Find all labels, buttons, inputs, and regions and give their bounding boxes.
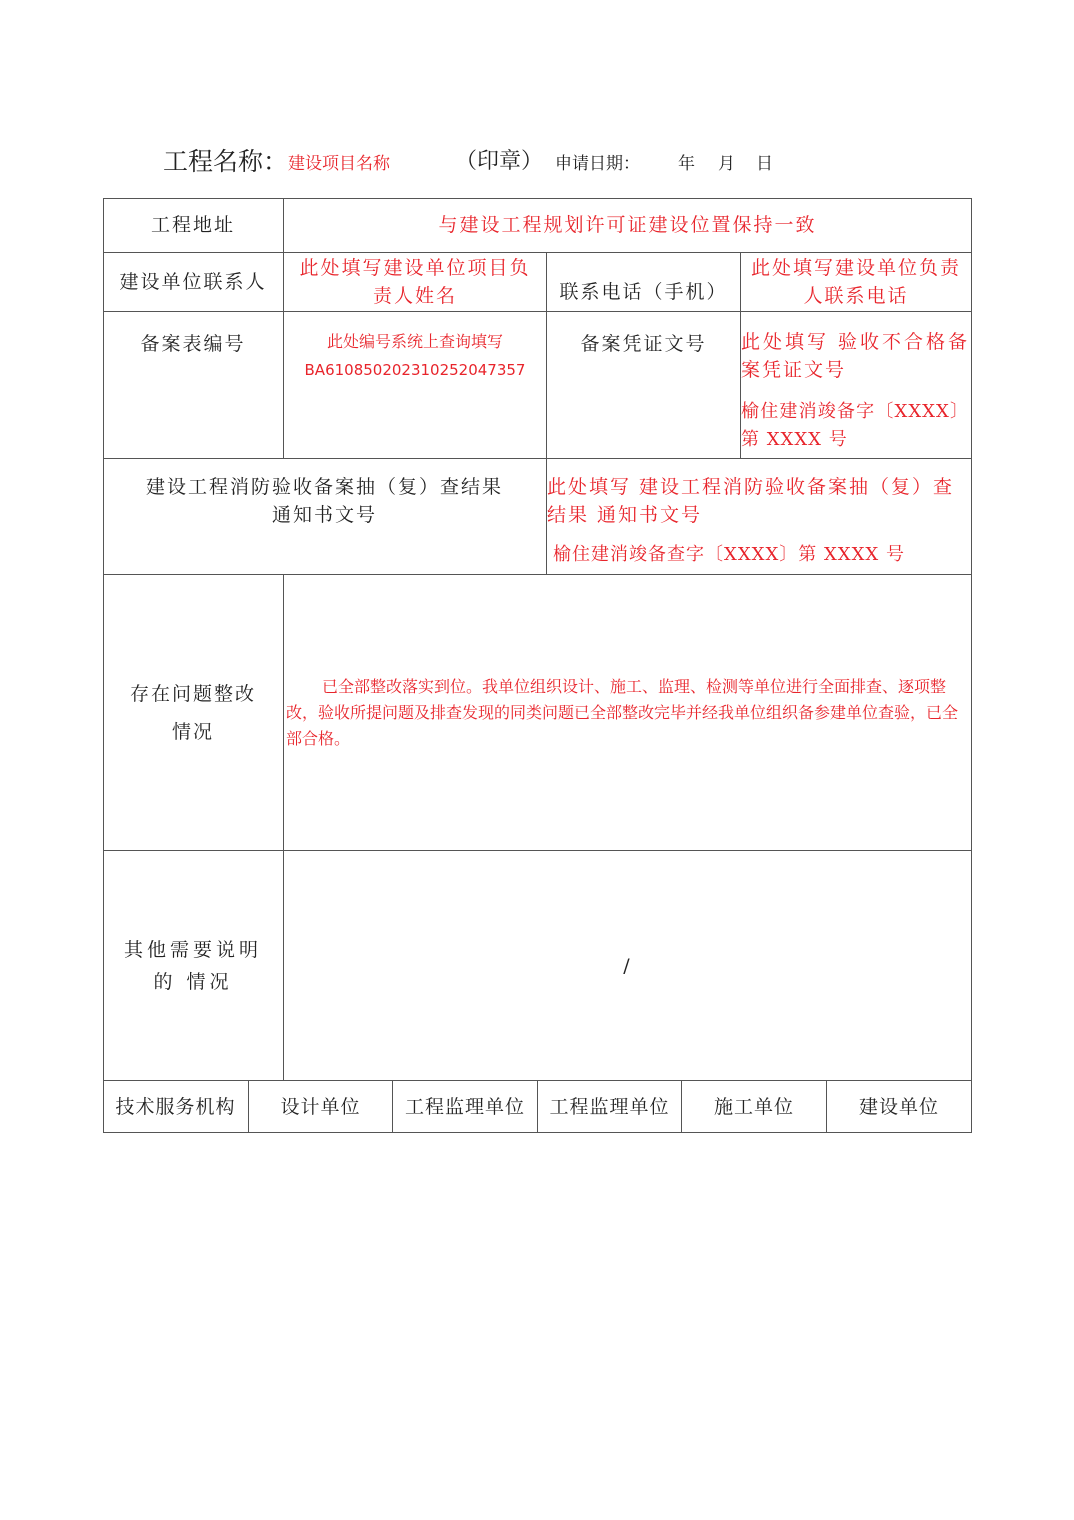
project-name-value: 建设项目名称 [288, 154, 390, 174]
signature-construction [682, 1081, 827, 1133]
apply-date-label: 申请日期： [555, 154, 640, 174]
cert-value-number: 榆住建消竣备字〔XXXX〕第 XXXX 号 [741, 401, 969, 450]
issues-value: 已全部整改落实到位。我单位组织设计、施工、监理、检测等单位进行全面排查、逐项整改，验收所提问题及排查发现的同类问题已全部整改完毕并经我单位组织备参建单位查验，已全部合格。 [286, 676, 959, 748]
phone-label: 联系电话（手机） [559, 281, 728, 303]
other-label: 其他需要说明的 情况 [123, 938, 262, 993]
signature-design [249, 1081, 393, 1133]
signature-owner [827, 1081, 972, 1133]
record-form-table [103, 198, 972, 1133]
check-value-cell[interactable] [547, 459, 972, 575]
signature-tech-service [103, 1081, 249, 1133]
issues-label: 存在问题整改情况 [129, 682, 256, 743]
address-value: 与建设工程规划许可证建设位置保持一致 [438, 214, 817, 236]
phone-value: 此处填写建设单位负责人联系电话 [750, 257, 961, 307]
signature-label: 设计单位 [280, 1095, 361, 1118]
other-value: / [623, 954, 632, 977]
check-label-cell [103, 459, 547, 575]
check-label: 建设工程消防验收备案抽（复）查结果 通知书文号 [145, 476, 503, 526]
signature-label: 技术服务机构 [115, 1095, 236, 1118]
record-no-label: 备案表编号 [140, 333, 246, 355]
issues-value-cell[interactable] [284, 575, 972, 851]
project-name-label: 工程名称： [163, 147, 289, 176]
contact-label: 建设单位联系人 [119, 271, 267, 293]
cert-value-cell[interactable] [741, 312, 972, 459]
check-value-number: 榆住建消竣备查字〔XXXX〕第 XXXX 号 [553, 544, 905, 565]
signature-label: 建设单位 [858, 1095, 939, 1118]
contact-value-cell[interactable] [284, 253, 547, 312]
cert-label-cell [547, 312, 741, 459]
check-value-hint: 此处填写 建设工程消防验收备案抽（复）查结果 通知书文号 [547, 476, 955, 526]
phone-value-cell[interactable] [741, 253, 972, 312]
contact-value: 此处填写建设单位项目负责人姓名 [299, 257, 531, 307]
signature-label: 施工单位 [713, 1095, 794, 1118]
address-label-cell [103, 198, 284, 253]
year-label: 年 [678, 154, 695, 174]
signature-supervision-1 [393, 1081, 538, 1133]
cert-label: 备案凭证文号 [580, 333, 707, 355]
issues-label-cell [103, 575, 284, 851]
address-label: 工程地址 [150, 214, 235, 236]
contact-label-cell [103, 253, 284, 312]
signature-label: 工程监理单位 [404, 1095, 525, 1118]
cert-value-hint: 此处填写 验收不合格备案凭证文号 [741, 331, 969, 381]
address-value-cell[interactable] [284, 198, 972, 253]
signature-supervision-2 [538, 1081, 682, 1133]
day-label: 日 [756, 154, 773, 174]
other-label-cell [103, 851, 284, 1081]
record-no-label-cell [103, 312, 284, 459]
record-no-value-hint: 此处编号系统上查询填写 [326, 332, 503, 351]
form-header [0, 0, 1074, 200]
record-no-value: BA61085020231025204735​7 [304, 361, 526, 379]
month-label: 月 [718, 154, 735, 174]
phone-label-cell [547, 253, 741, 312]
seal-label: （印章） [455, 149, 544, 174]
other-value-cell[interactable] [284, 851, 972, 1081]
signature-label: 工程监理单位 [549, 1095, 670, 1118]
record-no-value-cell[interactable] [284, 312, 547, 459]
